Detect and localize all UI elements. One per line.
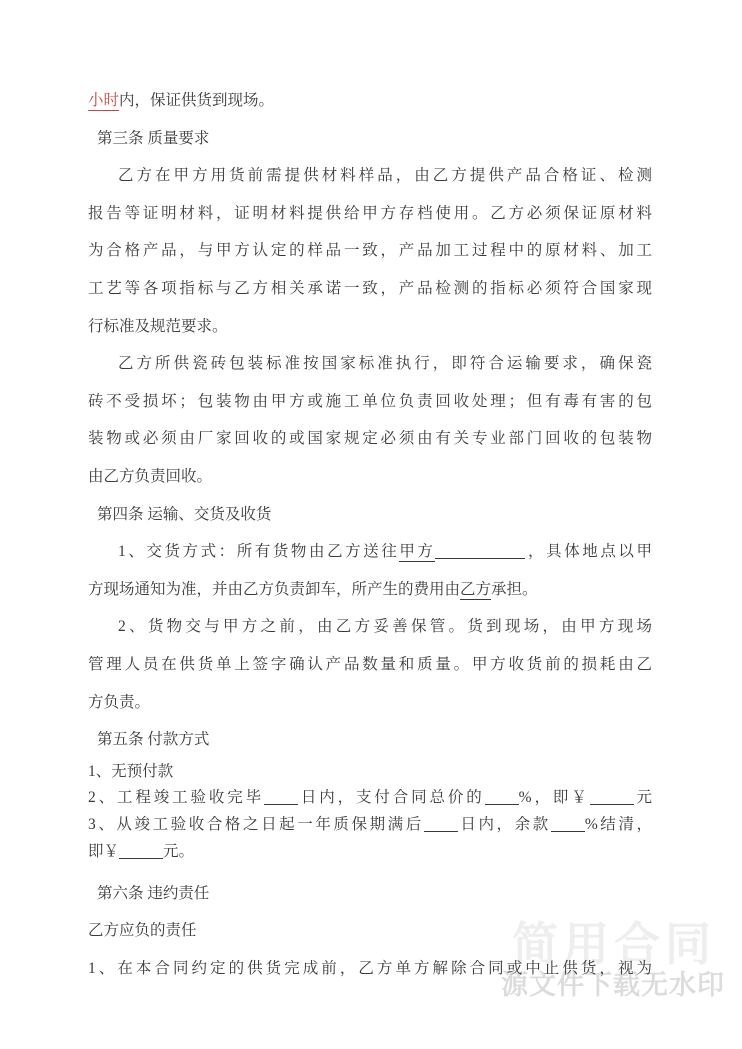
line-text: 承担。 xyxy=(491,580,538,598)
contract-line: 1、在本合同约定的供货完成前，乙方单方解除合同或中止供货，视为 xyxy=(88,960,652,978)
liability-subheading: 乙方应负的责任 xyxy=(88,922,197,940)
contract-line: 方负责。 xyxy=(88,693,151,711)
contract-line: 管理人员在供货单上签字确认产品数量和质量。甲方收货前的损耗由乙 xyxy=(88,655,652,673)
line-text: ，具体地点以甲 xyxy=(525,543,652,561)
line-text: %结清， xyxy=(584,816,652,834)
contract-line-delivery xyxy=(88,533,652,571)
fill-in-blank xyxy=(551,818,585,832)
article-5-heading: 第五条 付款方式 xyxy=(97,731,210,749)
line-text: 日内，余款 xyxy=(457,816,551,834)
contract-line-delivery-cost xyxy=(88,571,652,609)
contract-line: 砖不受损坏；包装物由甲方或施工单位负责回收处理；但有毒有害的包 xyxy=(88,392,652,410)
line-text: 3、从竣工验收合格之日起一年质保期满后 xyxy=(88,816,424,834)
contract-line: 行标准及规范要求。 xyxy=(88,317,228,335)
fill-in-blank xyxy=(424,818,458,832)
line-text: 元。 xyxy=(163,843,195,861)
contract-line: 工艺等各项指标与乙方相关承诺一致，产品检测的指标必须符合国家现 xyxy=(88,279,652,297)
party-name-underlined: 乙方 xyxy=(460,580,492,598)
article-4-heading: 第四条 运输、交货及收货 xyxy=(97,505,272,523)
line-text: 日内，支付合同总价的 xyxy=(298,789,485,807)
payment-term-3 xyxy=(88,812,652,839)
contract-line: 由乙方负责回收。 xyxy=(88,467,213,485)
fill-in-blank xyxy=(264,791,298,805)
watermark-brand: 简用合同 xyxy=(512,918,716,970)
article-6-heading: 第六条 违约责任 xyxy=(97,884,210,902)
fill-in-blank xyxy=(485,791,519,805)
fill-in-blank xyxy=(435,545,525,559)
line-text: 1、交货方式：所有货物由乙方送往 xyxy=(118,543,400,561)
payment-term-2 xyxy=(88,785,652,812)
contract-line: 乙方在甲方用货前需提供材料样品，由乙方提供产品合格证、检测 xyxy=(118,167,652,185)
contract-line-hours xyxy=(88,82,652,120)
line-text: 即￥ xyxy=(88,843,120,861)
line-text: 方现场通知为准，并由乙方负责卸车，所产生的费用由 xyxy=(88,580,461,598)
watermark-tagline: 源文件下载无水印 xyxy=(501,970,725,1000)
line-text: 内，保证供货到现场。 xyxy=(119,92,275,109)
contract-line: 报告等证明材料，证明材料提供给甲方存档使用。乙方必须保证原材料 xyxy=(88,204,652,222)
line-text: 2、工程竣工验收完毕 xyxy=(88,789,265,807)
article-3-heading: 第三条 质量要求 xyxy=(97,129,210,147)
payment-term-1: 1、无预付款 xyxy=(88,762,174,780)
contract-line: 为合格产品，与甲方认定的样品一致，产品加工过程中的原材料、加工 xyxy=(88,242,652,260)
contract-line: 2、货物交与甲方之前，由乙方妥善保管。货到现场，由甲方现场 xyxy=(118,618,652,636)
contract-line: 装物或必须由厂家回收的或国家规定必须由有关专业部门回收的包装物 xyxy=(88,430,652,448)
fill-in-blank xyxy=(119,845,163,859)
contract-line: 乙方所供瓷砖包装标准按国家标准执行，即符合运输要求，确保瓷 xyxy=(118,355,652,373)
party-name-underlined: 甲方 xyxy=(399,543,436,561)
payment-term-3-cont xyxy=(88,839,652,866)
fill-in-blank xyxy=(590,791,634,805)
contract-page xyxy=(88,82,652,988)
highlighted-term: 小时 xyxy=(88,92,120,109)
line-text: 元 xyxy=(633,789,652,807)
line-text: %，即￥ xyxy=(518,789,590,807)
